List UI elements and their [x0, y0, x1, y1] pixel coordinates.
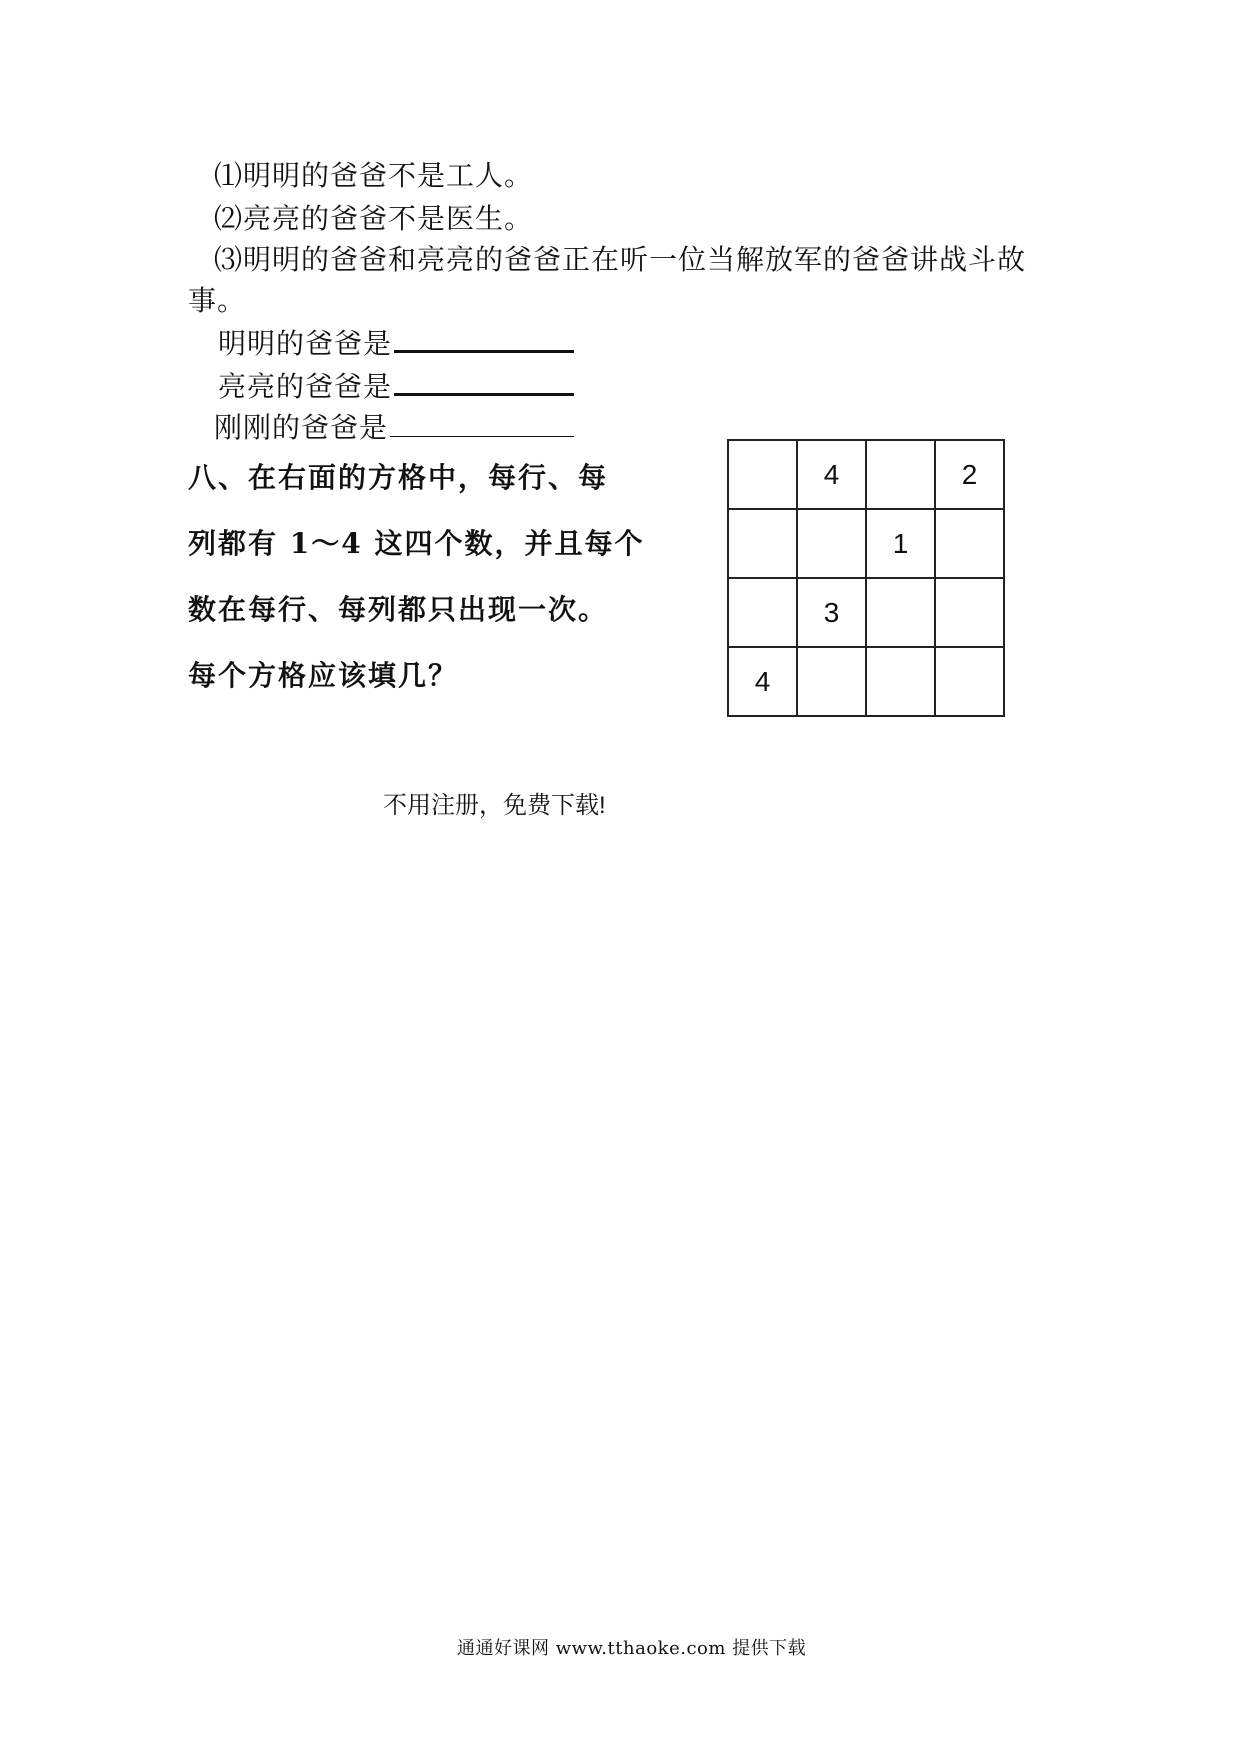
download-notice: 不用注册，免费下载!	[383, 792, 606, 819]
grid-cell[interactable]	[728, 578, 797, 647]
condition-3: ⑶明明的爸爸和亮亮的爸爸正在听一位当解放军的爸爸讲战斗故	[214, 243, 1027, 276]
answer-ganggang	[214, 408, 574, 448]
grid-cell[interactable]	[728, 440, 797, 509]
condition-3-continued: 事。	[188, 284, 247, 317]
answer-mingming	[218, 322, 574, 364]
grid-cell[interactable]	[935, 578, 1004, 647]
grid-row	[728, 578, 1004, 647]
grid-cell[interactable]	[866, 647, 935, 716]
question-8-line-2: 列都有 1～4 这四个数，并且每个	[188, 527, 645, 560]
grid-row	[728, 509, 1004, 578]
answer-label-liangliang: 亮亮的爸爸是	[218, 370, 393, 403]
question-8-line-4: 每个方格应该填几？	[188, 659, 459, 692]
grid-cell[interactable]: 2	[935, 440, 1004, 509]
answer-label-mingming: 明明的爸爸是	[218, 327, 393, 360]
grid-cell[interactable]: 1	[866, 509, 935, 578]
grid-cell[interactable]	[797, 647, 866, 716]
grid-cell[interactable]: 4	[728, 647, 797, 716]
grid-cell[interactable]	[866, 440, 935, 509]
answer-liangliang	[218, 365, 574, 407]
condition-2: ⑵亮亮的爸爸不是医生。	[214, 202, 534, 235]
grid-cell[interactable]: 4	[797, 440, 866, 509]
grid-row	[728, 440, 1004, 509]
number-grid	[727, 439, 1005, 717]
grid-cell[interactable]	[797, 509, 866, 578]
answer-blank-mingming[interactable]	[394, 322, 574, 353]
answer-label-ganggang: 刚刚的爸爸是	[214, 411, 389, 444]
grid-cell[interactable]	[935, 647, 1004, 716]
grid-cell[interactable]	[866, 578, 935, 647]
question-8-line-1: 八、在右面的方格中，每行、每	[188, 461, 609, 494]
question-8-line-3: 数在每行、每列都只出现一次。	[188, 593, 609, 626]
condition-1: ⑴明明的爸爸不是工人。	[214, 159, 534, 192]
grid-row	[728, 647, 1004, 716]
grid-cell[interactable]: 3	[797, 578, 866, 647]
footer-credit: 通通好课网 www.tthaoke.com 提供下载	[457, 1638, 807, 1659]
answer-blank-ganggang[interactable]	[390, 408, 574, 437]
grid-cell[interactable]	[935, 509, 1004, 578]
answer-blank-liangliang[interactable]	[394, 365, 574, 396]
grid-cell[interactable]	[728, 509, 797, 578]
